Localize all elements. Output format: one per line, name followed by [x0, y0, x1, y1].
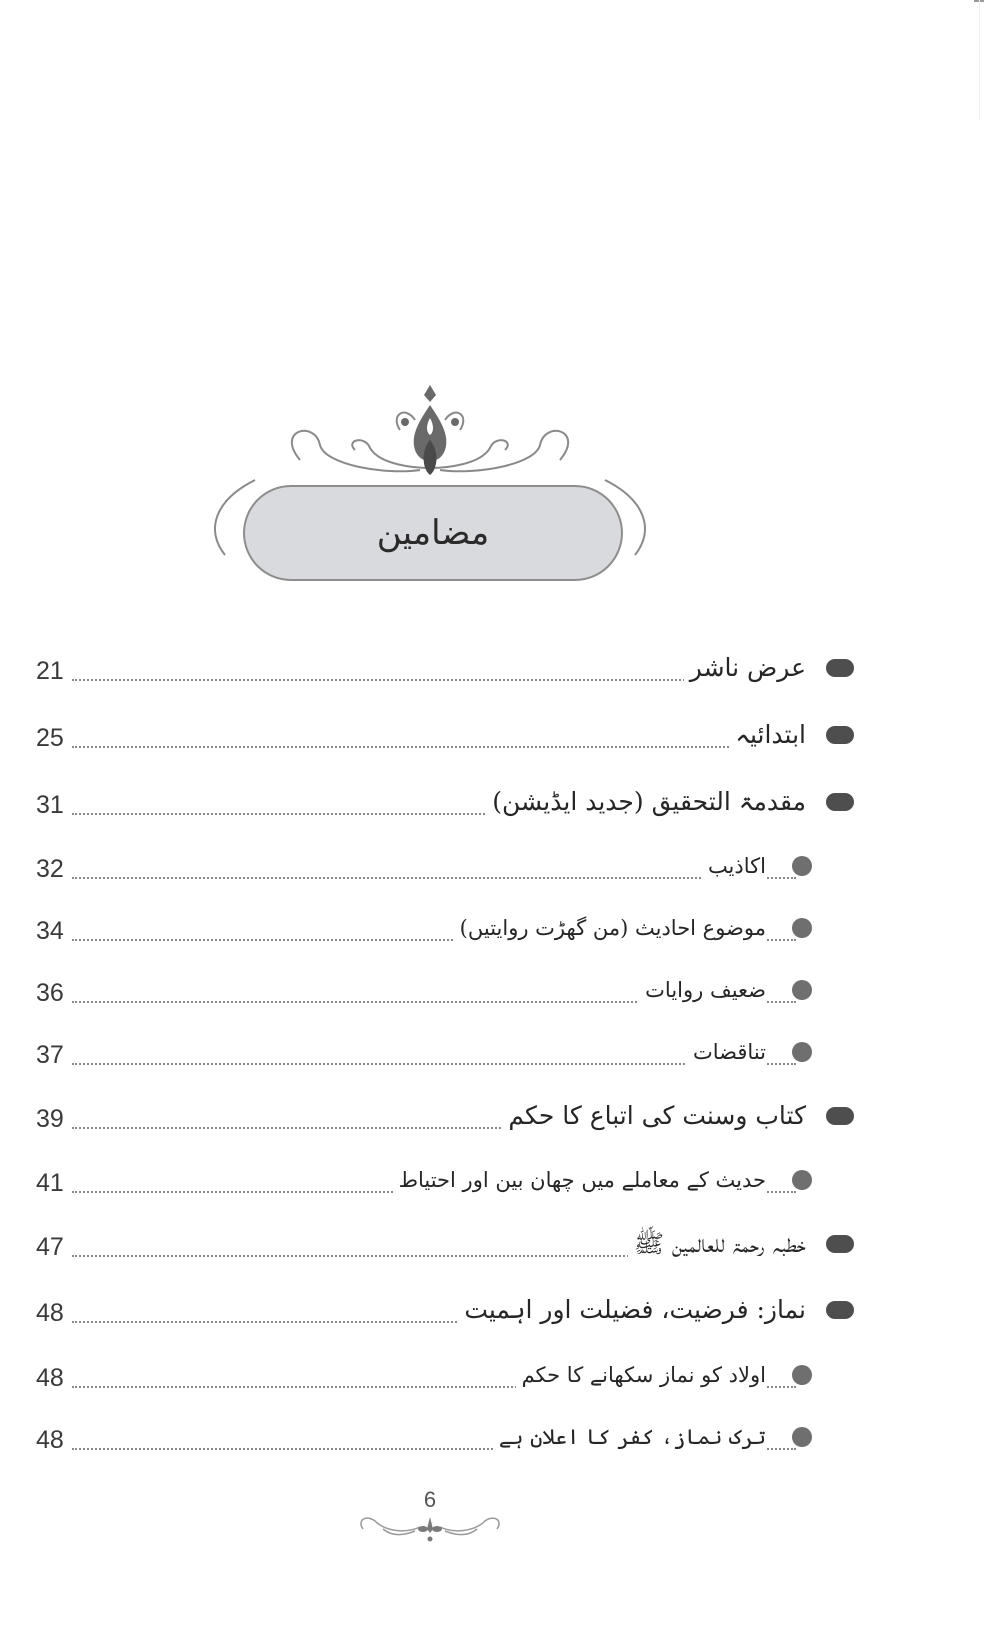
- toc-entry-title: نماز: فرضیت، فضیلت اور اہمیت: [458, 1287, 806, 1333]
- toc-page-number: 47: [36, 1221, 68, 1267]
- toc-subentry[interactable]: [36, 1414, 856, 1460]
- pill-bullet-icon: [826, 659, 854, 677]
- toc-page-number: 37: [36, 1029, 68, 1075]
- toc-subentry[interactable]: [36, 1029, 856, 1075]
- toc-entry-title: تناقضات: [687, 1029, 766, 1075]
- toc-page-number: 36: [36, 967, 68, 1013]
- round-bullet-icon: [792, 1427, 812, 1447]
- toc-entry-title: کتاب وسنت کی اتباع کا حکم: [502, 1093, 806, 1139]
- page-number: 6: [423, 1487, 437, 1512]
- toc-subentry[interactable]: [36, 1352, 856, 1398]
- contents-title: مضامین: [376, 513, 490, 553]
- round-bullet-icon: [792, 856, 812, 876]
- toc-entry-title: ضعیف روایات: [639, 967, 766, 1013]
- toc-entry[interactable]: [36, 1221, 856, 1267]
- toc-entry-title: اولاد کو نماز سکھانے کا حکم: [516, 1352, 766, 1398]
- page-footer: [355, 1487, 505, 1547]
- toc-entry[interactable]: [36, 779, 856, 825]
- toc-entry-title: حدیث کے معاملے میں چھان بین اور احتیاط: [393, 1157, 766, 1203]
- toc-subentry[interactable]: [36, 967, 856, 1013]
- toc-entry[interactable]: [36, 712, 856, 758]
- dot-leader: [72, 746, 796, 748]
- round-bullet-icon: [792, 980, 812, 1000]
- toc-page-number: 31: [36, 779, 68, 825]
- toc-page-number: 48: [36, 1352, 68, 1398]
- toc-entry[interactable]: [36, 1093, 856, 1139]
- toc-entry-title: عرض ناشر: [684, 645, 806, 691]
- toc-entry-title: خطبہ رحمۃ للعالمین ﷺ: [628, 1221, 806, 1267]
- toc-entry-title: ترک نماز، کفر کا اعلان ہے: [493, 1414, 766, 1460]
- contents-title-box: [243, 485, 623, 581]
- toc-subentry[interactable]: [36, 1157, 856, 1203]
- toc-page-number: 39: [36, 1093, 68, 1139]
- toc-page-number: 41: [36, 1157, 68, 1203]
- toc-page-number: 48: [36, 1287, 68, 1333]
- toc-subentry[interactable]: [36, 843, 856, 889]
- pill-bullet-icon: [826, 1107, 854, 1125]
- round-bullet-icon: [792, 1170, 812, 1190]
- toc-page-number: 21: [36, 645, 68, 691]
- toc-subentry[interactable]: [36, 905, 856, 951]
- round-bullet-icon: [792, 918, 812, 938]
- toc-entry-title: مقدمۃ التحقیق (جدید ایڈیشن): [486, 779, 806, 825]
- toc-page-number: 32: [36, 843, 68, 889]
- pill-bullet-icon: [826, 793, 854, 811]
- pill-bullet-icon: [826, 726, 854, 744]
- dot-leader: [72, 877, 796, 879]
- toc-entry-title: موضوع احادیث (من گھڑت روایتیں): [454, 905, 766, 951]
- scan-edge-line: [979, 0, 980, 120]
- toc-entry-title: ابتدائیہ: [729, 712, 806, 758]
- round-bullet-icon: [792, 1365, 812, 1385]
- round-bullet-icon: [792, 1042, 812, 1062]
- toc-page-number: 48: [36, 1414, 68, 1460]
- toc-entry[interactable]: [36, 1287, 856, 1333]
- toc-entry[interactable]: [36, 645, 856, 691]
- pill-bullet-icon: [826, 1235, 854, 1253]
- toc-page-number: 25: [36, 712, 68, 758]
- footer-flourish-icon: [355, 1509, 505, 1549]
- toc-entry-title: اکاذیب: [702, 843, 766, 889]
- toc-page-number: 34: [36, 905, 68, 951]
- pill-bullet-icon: [826, 1301, 854, 1319]
